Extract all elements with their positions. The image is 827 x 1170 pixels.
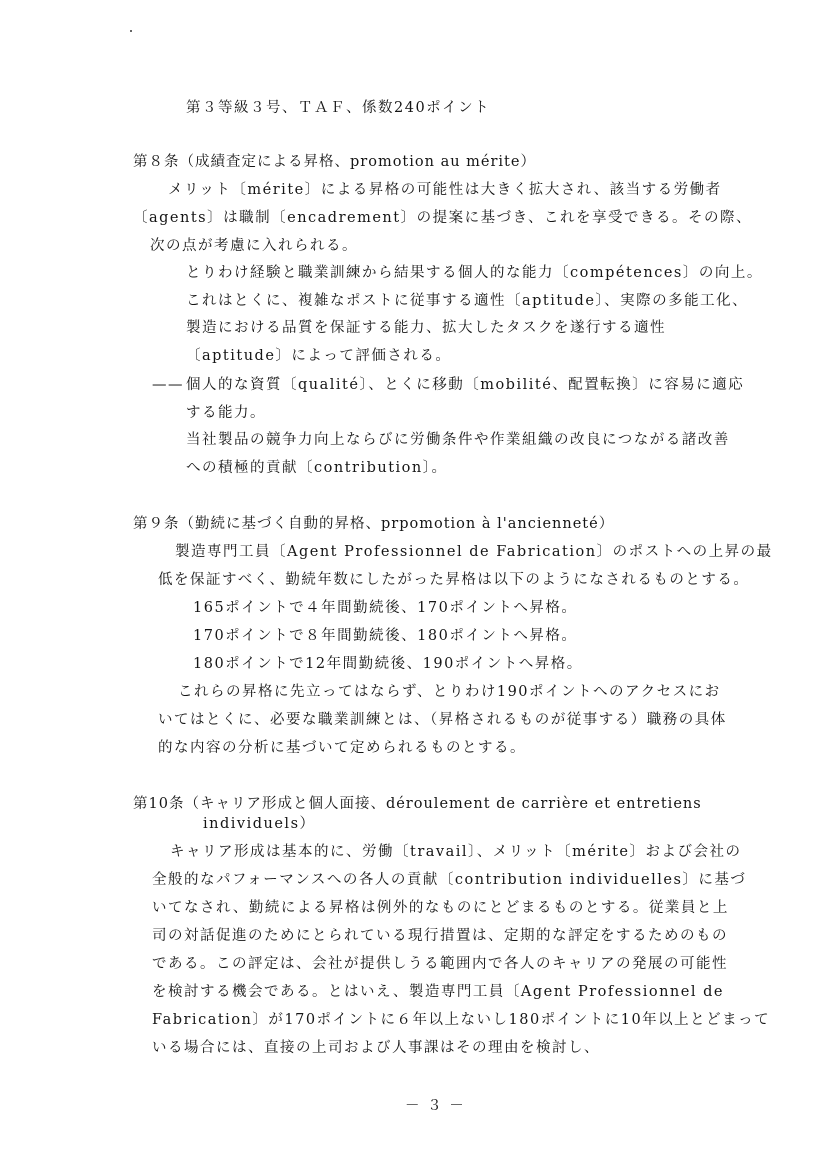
paragraph-line: Fabrication〕が170ポイントに６年以上ないし180ポイントに10年以上とどまって xyxy=(152,1012,771,1028)
intro-line: 第３等級３号、ＴＡＦ、係数240ポイント xyxy=(186,100,491,116)
list-item-line: とりわけ経験と職業訓練から結果する個人的な能力〔compétences〕の向上。 xyxy=(186,265,763,281)
paragraph-line: 製造専門工員〔Agent Professionnel de Fabrication〕のポストへの上昇の最 xyxy=(175,544,773,560)
paragraph-line: 低を保証すべく、勤続年数にしたがった昇格は以下のようになされるものとする。 xyxy=(158,572,750,588)
paragraph-line: これらの昇格に先立ってはならず、とりわけ190ポイントへのアクセスにお xyxy=(178,684,721,700)
article-9-heading: 第９条（勤続に基づく自動的昇格、prpomotion à l'ancienneté） xyxy=(133,516,615,532)
article-10-heading: 第10条（キャリア形成と個人面接、déroulement de carrière et entretiens xyxy=(133,796,702,812)
step-line: 180ポイントで12年間勤続後、190ポイントへ昇格。 xyxy=(193,656,583,672)
paragraph-line: メリット〔mérite〕による昇格の可能性は大きく拡大され、該当する労働者 xyxy=(168,182,722,198)
paragraph-line: 司の対話促進のためにとられている現行措置は、定期的な評定をするためのもの xyxy=(152,928,728,944)
list-item-line: 〔aptitude〕によって評価される。 xyxy=(186,348,452,364)
paragraph-line: 次の点が考慮に入れられる。 xyxy=(150,238,358,254)
list-item-line: これはとくに、複雑なポストに従事する適性〔aptitude〕、実際の多能工化、 xyxy=(186,293,749,309)
list-item-line: 製造における品質を保証する能力、拡大したタスクを遂行する適性 xyxy=(186,320,666,336)
list-dash: —— xyxy=(152,377,184,393)
paragraph-line: キャリア形成は基本的に、労働〔travail〕、メリット〔mérite〕および会社の xyxy=(170,844,742,860)
list-item-line: する能力。 xyxy=(186,405,266,421)
paragraph-line: 全般的なパフォーマンスへの各人の貢献〔contribution individuelles〕に基づ xyxy=(152,872,747,888)
paragraph-line: いてはとくに、必要な職業訓練とは、（昇格されるものが従事する）職務の具体 xyxy=(158,712,727,728)
paragraph-line: いる場合には、直接の上司および人事課はその理由を検討し、 xyxy=(152,1040,600,1056)
paragraph-line: を検討する機会である。とはいえ、製造専門工員〔Agent Professionnel de xyxy=(152,984,724,1000)
paragraph-line: である。この評定は、会社が提供しうる範囲内で各人のキャリアの発展の可能性 xyxy=(152,956,728,972)
paragraph-line: 〔agents〕は職制〔encadrement〕の提案に基づき、これを享受できる。その際、 xyxy=(133,210,753,226)
list-item-line: 当社製品の競争力向上ならびに労働条件や作業組織の改良につながる諸改善 xyxy=(186,432,730,448)
list-item-line: への積極的貢献〔contribution〕。 xyxy=(186,460,448,476)
page-number: － ３ － xyxy=(405,1098,466,1114)
step-line: 170ポイントで８年間勤続後、180ポイントへ昇格。 xyxy=(193,628,578,644)
list-item-line: 個人的な資質〔qualité〕、とくに移動〔mobilité、配置転換〕に容易に適応 xyxy=(186,377,745,393)
scan-speck xyxy=(130,30,132,32)
paragraph-line: 的な内容の分析に基づいて定められるものとする。 xyxy=(158,740,526,756)
paragraph-line: いてなされ、勤続による昇格は例外的なものにとどまるものとする。従業員と上 xyxy=(152,900,729,916)
article-10-heading-cont: individuels） xyxy=(203,816,316,832)
step-line: 165ポイントで４年間勤続後、170ポイントへ昇格。 xyxy=(193,600,578,616)
article-8-heading: 第８条（成績査定による昇格、promotion au mérite） xyxy=(133,154,536,170)
